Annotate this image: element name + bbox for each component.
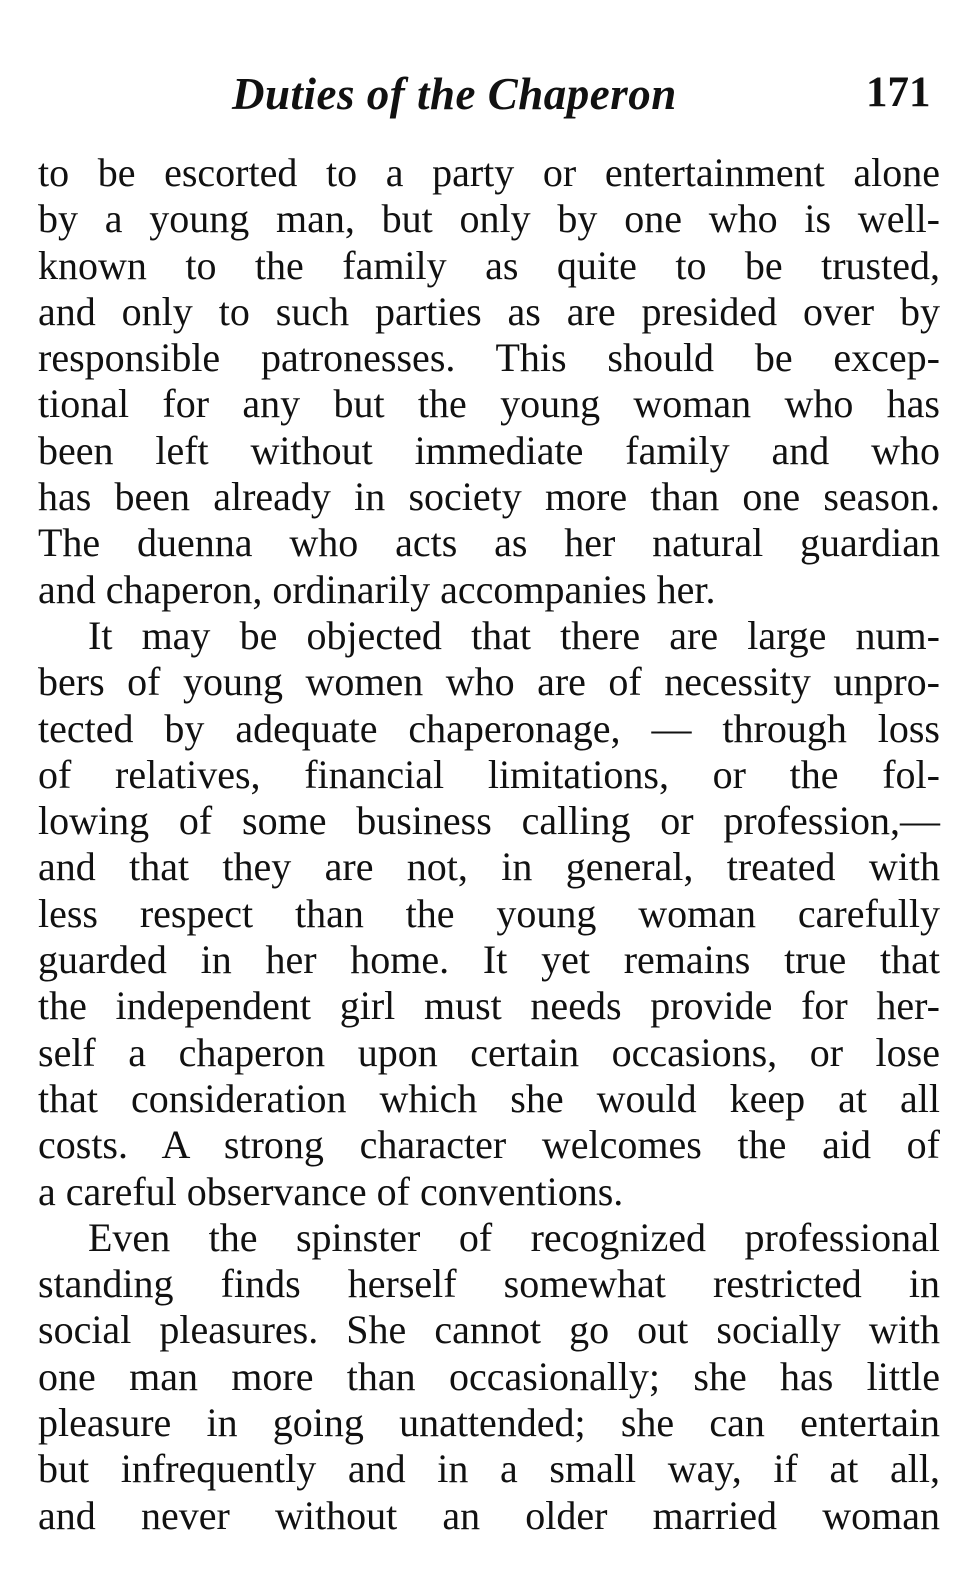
text-line: tected by adequate chaperonage, — through loss [38, 705, 940, 751]
text-line: tional for any but the young woman who has [38, 381, 940, 427]
paragraph-3 [38, 1215, 940, 1539]
text-line: and only to such parties as are presided over by [38, 288, 940, 334]
text-line: less respect than the young woman carefully [38, 890, 940, 936]
text-line: known to the family as quite to be trusted, [38, 242, 940, 288]
body-text [38, 150, 940, 1539]
text-line: The duenna who acts as her natural guardian [38, 520, 940, 566]
text-line: and that they are not, in general, treated with [38, 844, 940, 890]
text-line: been left without immediate family and who [38, 427, 940, 473]
text-line: responsible patronesses. This should be excep- [38, 335, 940, 381]
text-line: costs. A strong character welcomes the aid of [38, 1122, 940, 1168]
text-line: but infrequently and in a small way, if at all, [38, 1446, 940, 1492]
text-line: of relatives, financial limitations, or the fol- [38, 751, 940, 797]
page-number: 171 [866, 69, 931, 116]
text-line: the independent girl must needs provide for her- [38, 983, 940, 1029]
text-line: that consideration which she would keep at all [38, 1075, 940, 1121]
text-line: It may be objected that there are large num- [88, 612, 940, 658]
text-line: guarded in her home. It yet remains true that [38, 937, 940, 983]
paragraph-1 [38, 150, 940, 613]
text-line: Even the spinster of recognized professional [88, 1214, 940, 1260]
running-head [0, 62, 979, 128]
text-line: pleasure in going unattended; she can entertain [38, 1400, 940, 1446]
text-line: standing finds herself somewhat restricted in [38, 1261, 940, 1307]
text-line: and never without an older married woman [38, 1492, 940, 1538]
text-line: by a young man, but only by one who is well- [38, 196, 940, 242]
text-line: social pleasures. She cannot go out socially with [38, 1307, 940, 1353]
paragraph-2 [38, 613, 940, 1215]
text-line: and chaperon, ordinarily accompanies her. [38, 566, 716, 612]
text-line: has been already in society more than one season. [38, 474, 940, 520]
text-line: a careful observance of conventions. [38, 1168, 624, 1214]
running-title: Duties of the Chaperon [232, 69, 677, 119]
text-line: one man more than occasionally; she has little [38, 1353, 940, 1399]
text-line: lowing of some business calling or profession,— [38, 798, 940, 844]
text-line: bers of young women who are of necessity unpro- [38, 659, 940, 705]
text-line: to be escorted to a party or entertainment alone [38, 150, 940, 195]
text-line: self a chaperon upon certain occasions, or lose [38, 1029, 940, 1075]
